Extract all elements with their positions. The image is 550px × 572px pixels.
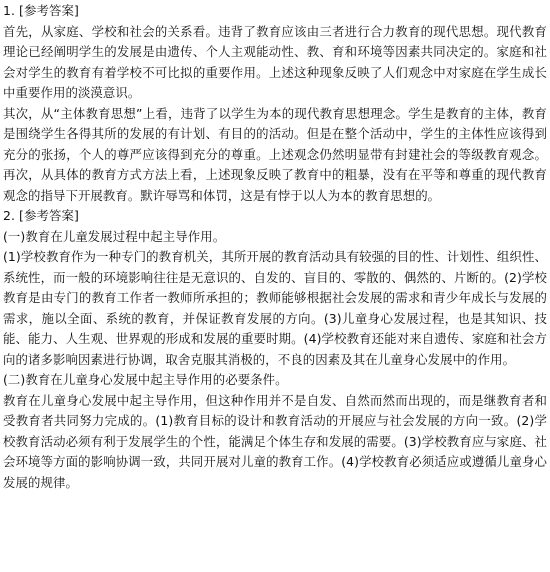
answer-2-section-1-title: (一)教育在儿童发展过程中起主导作用。 bbox=[3, 228, 226, 244]
answer-2-section-1-body: (1)学校教育作为一种专门的教育机关，其所开展的教育活动具有较强的目的性、计划性、组织性、系统性，而一般的环境影响往往是无意识的、自发的、盲目的、零散的、偶然的、片断的。(2)学校教育是由专门的教育工作者一教师所承担的；教师能够根据社会发展的需求和青少年成长与发展的需求，施以全面、系统的教育，并保证教育发展的方向。(3)儿童身心发展过程，也是其知识、技能、能力、人生观、世界观的形成和发展的重要时期。(4)学校教育还能对来自遗传、家庭和社会方向的诸多影响因素进行协调，取舍克服其消极的，不良的因素及其在儿童身心发展中的作用。 bbox=[3, 249, 547, 367]
answer-1-heading: 1. [参考答案] bbox=[3, 3, 79, 18]
answer-1-paragraph-2: 其次，从“主体教育思想”上看，违背了以学生为本的现代教育思想理念。学生是教育的主体，教育是围绕学生各得其所的发展的有计划、有目的的活动。但是在整个活动中，学生的主体性应该得到充分的张扬，个人的尊严应该得到充分的尊重。上述观念仍然明显带有封建社会的等级教育观念。再次，从具体的教育方式方法上看，上述现象反映了教育中的粗暴，没有在平等和尊重的现代教育观念的指导下开展教育。默许辱骂和体罚，这是有悖于以人为本的教育思想的。 bbox=[3, 105, 547, 203]
answer-1-paragraph-1: 首先，从家庭、学校和社会的关系看。违背了教育应该由三者进行合力教育的现代思想。现代教育理论已经阐明学生的发展是由遗传、个人主观能动性、教、育和环境等因素共同决定的。家庭和社会对学生的教育有着学校不可比拟的重要作用。上述这种现象反映了人们观念中对家庭在学生成长中重要作用的淡漠意识。 bbox=[3, 23, 547, 100]
answer-2-section-2-body: 教育在儿童身心发展中起主导作用，但这种作用并不是自发、自然而然而出现的，而是继教育者和受教育者共同努力完成的。(1)教育目标的设计和教育活动的开展应与社会发展的方向一致。(2)学校教育活动必须有利于发展学生的个性，能满足个体生存和发展的需要。(3)学校教育应与家庭、社会环境等方面的影响协调一致，共同开展对儿童的教育工作。(4)学校教育必须适应或遵循儿童身心发展的规律。 bbox=[3, 392, 547, 490]
answer-2-section-2-title: (二)教育在儿童身心发展中起主导作用的必要条件。 bbox=[3, 372, 288, 387]
answer-2-heading: 2. [参考答案] bbox=[3, 208, 79, 223]
